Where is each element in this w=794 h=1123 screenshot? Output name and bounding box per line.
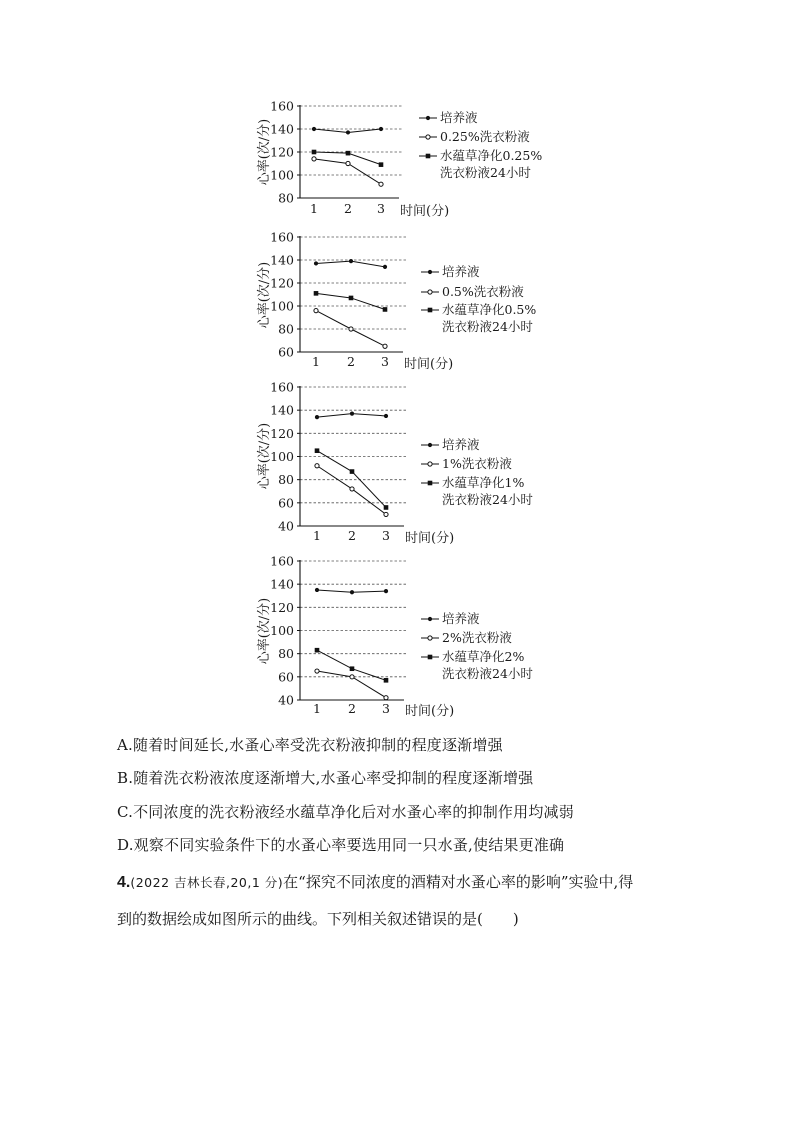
question-4-text-1: 在“探究不同浓度的酒精对水蚤心率的影响”实验中,得 (283, 873, 634, 891)
y-tick-label-80: 80 (278, 646, 294, 662)
y-tick-label-40: 40 (278, 518, 294, 534)
legend-marker-2 (428, 308, 433, 313)
legend-label-0-0: 培养液 (440, 110, 478, 125)
data-point-s1-2 (346, 161, 350, 165)
y-tick-label-100: 100 (270, 623, 294, 638)
x-tick-label-2: 2 (348, 528, 356, 543)
data-point-s0-2 (350, 412, 354, 416)
data-point-s0-1 (314, 261, 318, 265)
legend-marker-1 (428, 290, 432, 294)
legend-label-2-1: 洗衣粉液24小时 (442, 319, 533, 334)
legend-label-1-0: 0.25%洗衣粉液 (440, 129, 530, 144)
data-point-s1-1 (314, 309, 318, 313)
legend-marker-2 (428, 481, 433, 486)
y-tick-label-160: 160 (270, 553, 294, 569)
y-tick-label-100: 100 (270, 298, 294, 314)
option-d: D.观察不同实验条件下的水蚤心率要选用同一只水蚤,使结果更准确 (117, 836, 565, 854)
x-axis-title: 时间(分) (405, 531, 455, 546)
x-axis-title: 时间(分) (405, 704, 455, 719)
y-tick-label-120: 120 (270, 425, 294, 441)
y-tick-label-140: 140 (270, 252, 294, 268)
x-axis-title: 时间(分) (404, 357, 454, 372)
data-point-s2-1 (312, 150, 317, 155)
legend-label-2-0: 水蕴草净化0.25% (440, 148, 543, 163)
legend-label-1-0: 2%洗衣粉液 (442, 630, 512, 645)
data-point-s1-2 (350, 675, 354, 679)
legend-marker-0 (426, 116, 430, 120)
data-point-s0-3 (384, 414, 388, 418)
y-axis-title: 心率(次/分) (257, 118, 272, 186)
y-tick-label-140: 140 (270, 576, 294, 592)
x-tick-label-2: 2 (344, 201, 352, 216)
legend-label-2-0: 水蕴草净化1% (442, 475, 525, 490)
data-point-s2-3 (384, 678, 389, 683)
data-point-s1-1 (315, 464, 319, 468)
chart-2-percent (256, 554, 533, 720)
legend-label-0-0: 培养液 (442, 611, 480, 626)
x-tick-label-3: 3 (377, 201, 385, 216)
y-tick-label-160: 160 (270, 229, 294, 245)
y-tick-label-60: 60 (278, 344, 294, 360)
data-point-s2-3 (383, 307, 388, 312)
y-tick-label-120: 120 (270, 599, 294, 615)
x-tick-label-1: 1 (310, 201, 318, 216)
data-point-s2-2 (349, 296, 354, 301)
legend-marker-1 (426, 135, 430, 139)
legend-marker-2 (428, 655, 433, 660)
chart-1-percent (256, 380, 533, 547)
x-tick-label-1: 1 (313, 701, 321, 716)
legend-label-1-0: 1%洗衣粉液 (442, 456, 512, 471)
x-tick-label-2: 2 (347, 354, 355, 369)
data-point-s2-1 (314, 291, 319, 296)
question-4-source: (2022 吉林长春,20,1 分) (130, 875, 284, 890)
y-tick-label-140: 140 (270, 402, 294, 418)
data-point-s1-2 (350, 487, 354, 491)
data-point-s0-2 (346, 130, 350, 134)
legend-label-2-1: 洗衣粉液24小时 (442, 492, 533, 507)
question-4-number: 4. (117, 874, 131, 891)
option-b: B.随着洗衣粉液浓度逐渐增大,水蚤心率受抑制的程度逐渐增强 (117, 769, 534, 787)
data-point-s0-3 (384, 589, 388, 593)
y-tick-label-60: 60 (278, 669, 294, 685)
legend-label-0-0: 培养液 (442, 264, 480, 279)
data-point-s1-1 (312, 157, 316, 161)
legend-marker-0 (428, 270, 432, 274)
question-4-line-2: 到的数据绘成如图所示的曲线。下列相关叙述错误的是( ) (117, 910, 519, 928)
data-point-s1-1 (315, 669, 319, 673)
x-tick-label-2: 2 (348, 701, 356, 716)
x-tick-label-3: 3 (382, 701, 390, 716)
data-point-s0-1 (315, 588, 319, 592)
legend-label-2-1: 洗衣粉液24小时 (442, 666, 533, 681)
data-point-s0-3 (383, 265, 387, 269)
series-line-2 (317, 451, 386, 508)
y-axis-title: 心率(次/分) (257, 261, 272, 329)
legend-label-1-0: 0.5%洗衣粉液 (442, 284, 524, 299)
y-tick-label-80: 80 (278, 190, 294, 206)
data-point-s2-1 (315, 648, 320, 653)
x-tick-label-1: 1 (313, 528, 321, 543)
y-axis-title: 心率(次/分) (257, 422, 272, 490)
y-tick-label-160: 160 (270, 379, 294, 395)
legend-marker-2 (426, 154, 431, 159)
legend-marker-0 (428, 443, 432, 447)
y-tick-label-100: 100 (270, 449, 294, 464)
legend-marker-0 (428, 617, 432, 621)
data-point-s0-2 (349, 259, 353, 263)
data-point-s2-2 (346, 151, 351, 156)
data-point-s1-3 (384, 512, 388, 516)
y-tick-label-80: 80 (278, 321, 294, 337)
data-point-s1-3 (384, 696, 388, 700)
x-tick-label-1: 1 (312, 354, 320, 369)
data-point-s1-3 (379, 182, 383, 186)
y-tick-label-140: 140 (270, 121, 294, 137)
y-tick-label-120: 120 (270, 144, 294, 160)
data-point-s0-2 (350, 590, 354, 594)
data-point-s0-1 (312, 127, 316, 131)
data-point-s2-2 (350, 469, 355, 474)
legend-marker-1 (428, 636, 432, 640)
option-a: A.随着时间延长,水蚤心率受洗衣粉液抑制的程度逐渐增强 (117, 736, 503, 754)
data-point-s1-2 (349, 327, 353, 331)
data-point-s2-2 (350, 666, 355, 671)
legend-label-2-0: 水蕴草净化0.5% (442, 302, 537, 317)
legend-marker-1 (428, 462, 432, 466)
data-point-s0-3 (379, 127, 383, 131)
y-tick-label-100: 100 (270, 167, 294, 183)
x-tick-label-3: 3 (382, 528, 390, 543)
legend-label-2-0: 水蕴草净化2% (442, 649, 525, 664)
chart-0.5-percent (256, 230, 536, 373)
data-point-s2-3 (379, 162, 384, 167)
x-axis-title: 时间(分) (400, 204, 450, 219)
chart-0.25-percent (256, 99, 542, 220)
x-tick-label-3: 3 (381, 354, 389, 369)
y-tick-label-60: 60 (278, 495, 294, 511)
y-tick-label-80: 80 (278, 472, 294, 488)
data-point-s2-3 (384, 505, 389, 510)
question-4-line-1 (117, 871, 633, 892)
data-point-s0-1 (315, 415, 319, 419)
legend-label-0-0: 培养液 (442, 437, 480, 452)
data-point-s1-3 (383, 344, 387, 348)
y-axis-title: 心率(次/分) (257, 597, 272, 665)
y-tick-label-40: 40 (278, 692, 294, 708)
y-tick-label-160: 160 (270, 98, 294, 114)
y-tick-label-120: 120 (270, 275, 294, 291)
option-c: C.不同浓度的洗衣粉液经水蕴草净化后对水蚤心率的抑制作用均减弱 (117, 803, 574, 821)
legend-label-2-1: 洗衣粉液24小时 (440, 165, 531, 180)
data-point-s2-1 (315, 448, 320, 453)
